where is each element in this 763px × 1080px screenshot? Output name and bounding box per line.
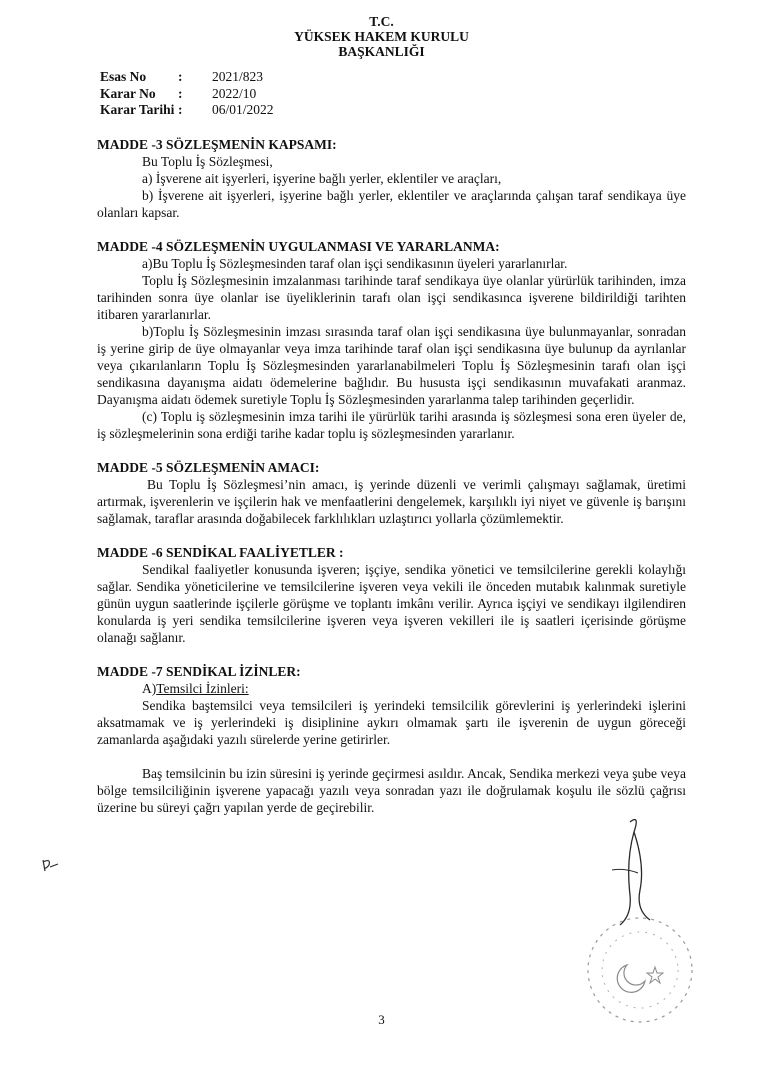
article-3-paragraph: Bu Toplu İş Sözleşmesi, — [142, 154, 273, 169]
decision-date-colon: : — [178, 102, 183, 117]
article-4 — [97, 238, 686, 442]
case-info — [100, 69, 274, 119]
article-6-title: MADDE -6 SENDİKAL FAALİYETLER : — [97, 545, 344, 560]
article-3-paragraph: b) İşverene ait işyerleri, işyerine bağlı yerler, eklentiler ve araçlarında çalışan taraf sendikaya üye olanları kapsar. — [97, 188, 686, 220]
header-presidency: BAŞKANLIĞI — [338, 44, 425, 59]
article-3-paragraph: a) İşverene ait işyerleri, işyerine bağlı yerler, eklentiler ve araçları, — [142, 171, 502, 186]
subsection-prefix: A) — [142, 681, 157, 696]
article-5-title: MADDE -5 SÖZLEŞMENİN AMACI: — [97, 460, 320, 475]
article-4-paragraph: (c) Toplu iş sözleşmesinin imza tarihi ile yürürlük tarihi arasında iş sözleşmesi sona eren üyeler de, iş sözleşmelerinin sona erdiği tarihe kadar toplu iş sözleşmesinden yararlanır. — [97, 409, 686, 441]
subsection-title: Temsilci İzinleri: — [156, 681, 249, 696]
article-6-paragraph: Sendikal faaliyetler konusunda işveren; işçiye, sendika yönetici ve temsilcilerine gerekli kolaylığı sağlar. Sendika yöneticilerine ve temsilcilerine işveren veya vekili ile önceden mutabık kalınmak suretiyle günün uygun saatlerinde işçilerle görüşme ve toplantı imkânı verilir. Ayrıca işçiyi ve sendikayı ilgilendiren konularda iş yeri sendika temsilcilerine işveren veya işveren vekilleri ile iş saatleri içerisinde görüşme olanağı sağlanır. — [97, 562, 686, 645]
header-institution: YÜKSEK HAKEM KURULU — [294, 29, 469, 44]
article-5 — [97, 459, 686, 527]
article-7-title: MADDE -7 SENDİKAL İZİNLER: — [97, 664, 301, 679]
document-header — [0, 14, 763, 59]
case-number-row — [100, 69, 274, 86]
article-7-paragraph: Baş temsilcinin bu izin süresini iş yerinde geçirmesi asıldır. Ancak, Sendika merkezi veya şube veya bölge temsilciliğinin işverene yapacağı yazılı veya sonradan yazı ile doğrulamak koşulu ile sözlü çağrısı üzerine bu süreyi çağrı yapılan yerde de geçirebilir. — [97, 766, 686, 815]
case-number-value: 2021/823 — [212, 69, 264, 84]
article-3 — [97, 136, 686, 221]
decision-number-label: Karar No — [100, 85, 156, 101]
article-4-paragraph: b)Toplu İş Sözleşmesinin imzası sırasında taraf olan işçi sendikasına üye bulunmayanlar, sonradan iş yerine girip de üye olmayanlar veya imza tarihinde taraf olan işçi sendikasına üye bulunup da ayrılanlar veya çıkarılanların Toplu İş Sözleşmesinden yararlanabilmeleri Toplu İş Sözleşmesinin tarafı olan işçi sendikasına dayanışma aidatı ödemelerine bağlıdır. Bu hususta işçi sendikasının muvafakati aranmaz. Dayanışma aidatı ödemek suretiyle Toplu İş Sözleşmesinden yararlanma talep tarihinden geçerlidir. — [97, 324, 686, 407]
initial-mark-icon — [40, 858, 62, 874]
decision-number-colon: : — [178, 85, 183, 101]
article-6 — [97, 544, 686, 646]
article-7-subsection — [97, 680, 686, 697]
article-4-paragraph: Toplu İş Sözleşmesinin imzalanması tarihinde taraf sendikaya üye olanlar yürürlük tarihinden, imza tarihinden sonra üye olanlar ise üyeliklerinin tarafı olan işçi sendikasınca işverene bildirildiği tarihten itibaren yararlanırlar. — [97, 273, 686, 322]
article-5-paragraph: Bu Toplu İş Sözleşmesi’nin amacı, iş yerinde düzenli ve verimli çalışmayı sağlamak, üretimi artırmak, işverenlerin ve işçilerin hak ve menfaatlerini dengelemek, karşılıklı iyi niyet ve güvenle iş barışını sağlamak, taraflar arasında doğabilecek farklılıkları uzlaştırıcı yollarla çözümlemektir. — [97, 477, 686, 526]
article-4-paragraph: a)Bu Toplu İş Sözleşmesinden taraf olan işçi sendikasının üyeleri yararlanırlar. — [142, 256, 568, 271]
article-3-title: MADDE -3 SÖZLEŞMENİN KAPSAMI: — [97, 137, 337, 152]
case-number-colon: : — [178, 69, 183, 84]
document-body — [97, 136, 686, 816]
header-tc: T.C. — [369, 14, 394, 29]
article-7-paragraph: Sendika baştemsilci veya temsilcileri iş yerindeki temsilcilik görevlerini iş yerlerindeki işlerini aksatmamak ve iş yerlerindeki iş disiplinine aykırı olmamak şartı ile işverenin de uygun göreceği zamanlarda aşağıdaki yazılı sürelerde yerine getirirler. — [97, 698, 686, 747]
case-number-label: Esas No — [100, 69, 147, 84]
decision-number-value: 2022/10 — [212, 85, 257, 101]
decision-date-row — [100, 102, 274, 119]
article-7 — [97, 663, 686, 816]
decision-number-row — [100, 86, 274, 103]
page-number: 3 — [378, 1012, 385, 1027]
decision-date-value: 06/01/2022 — [212, 102, 274, 117]
decision-date-label: Karar Tarihi — [100, 102, 175, 117]
article-4-title: MADDE -4 SÖZLEŞMENİN UYGULANMASI VE YARARLANMA: — [97, 239, 500, 254]
